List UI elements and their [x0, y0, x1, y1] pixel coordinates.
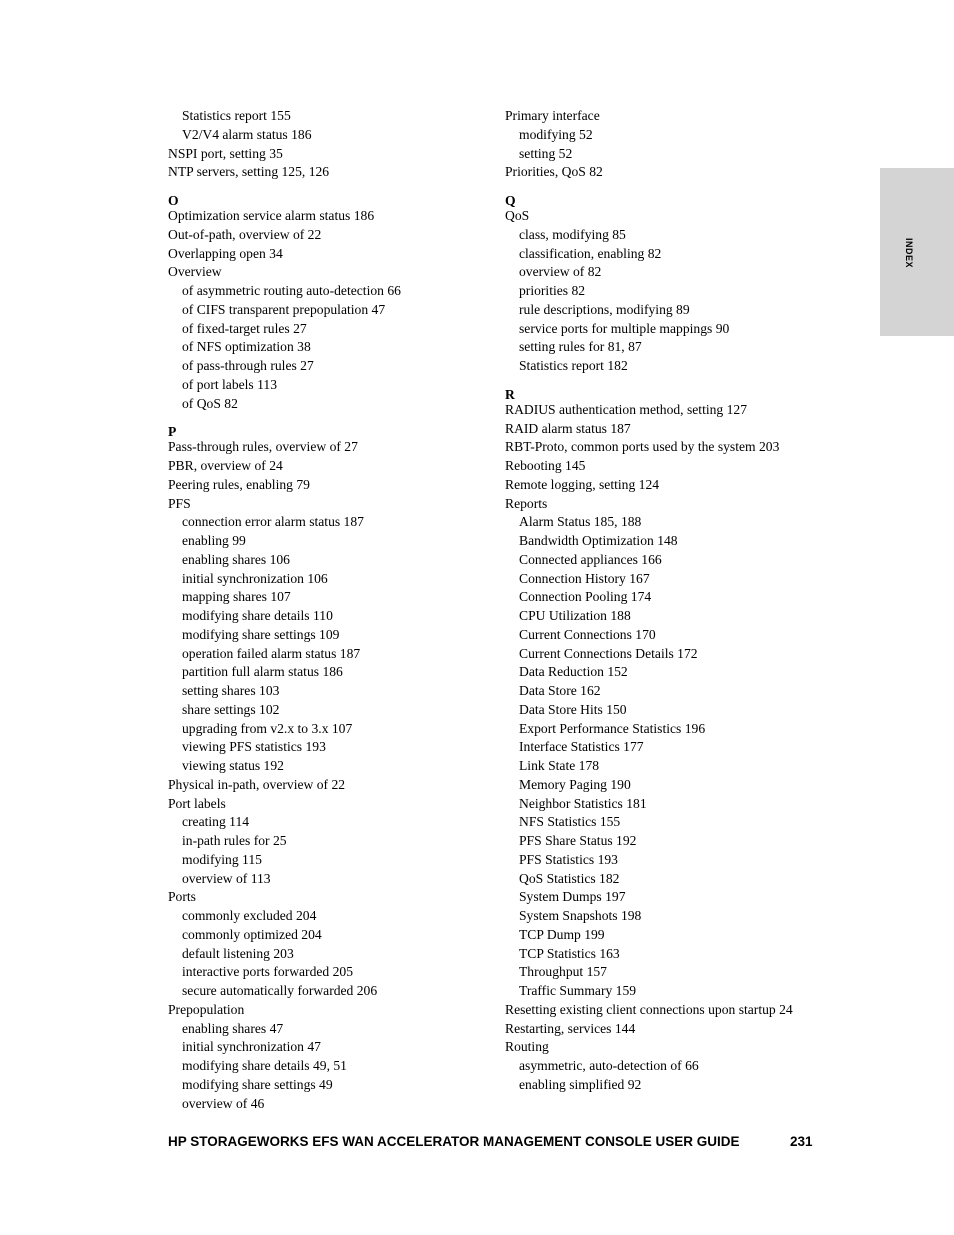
page-number: 231: [790, 1134, 813, 1149]
index-subentry: System Dumps 197: [519, 889, 626, 905]
index-subentry: asymmetric, auto-detection of 66: [519, 1058, 699, 1073]
index-subentry: System Snapshots 198: [519, 908, 642, 923]
index-subentry: Connection Pooling 174: [519, 589, 652, 605]
index-subentry: V2/V4 alarm status 186: [182, 126, 312, 142]
index-entry: QoS: [505, 208, 530, 223]
index-subentry: QoS Statistics 182: [519, 870, 620, 886]
index-subentry: partition full alarm status 186: [182, 664, 343, 680]
index-subentry: Current Connections Details 172: [519, 645, 698, 661]
index-subentry: mapping shares 107: [182, 589, 291, 605]
index-subentry: Throughput 157: [519, 964, 607, 980]
index-entry: Overlapping open 34: [168, 245, 283, 261]
index-subentry: Alarm Status 185, 188: [519, 514, 642, 530]
index-subentry: modifying share settings 109: [182, 626, 340, 642]
index-subentry: modifying share details 110: [182, 608, 333, 623]
index-subentry: of asymmetric routing auto-detection 66: [182, 283, 401, 298]
index-subentry: commonly optimized 204: [182, 926, 322, 942]
index-subentry: of port labels 113: [182, 376, 278, 392]
index-entry: Ports: [168, 889, 196, 905]
index-section-letter: P: [168, 424, 177, 440]
index-subentry: Connected appliances 166: [519, 551, 662, 567]
index-entry: RADIUS authentication method, setting 127: [505, 401, 748, 417]
index-entry: RAID alarm status 187: [505, 420, 631, 436]
index-subentry: Data Store 162: [519, 683, 601, 698]
index-entry: RBT-Proto, common ports used by the system 203: [505, 439, 780, 455]
index-subentry: viewing PFS statistics 193: [182, 739, 326, 755]
index-subentry: enabling simplified 92: [519, 1076, 642, 1092]
index-entry: Optimization service alarm status 186: [168, 208, 375, 223]
index-subentry: NFS Statistics 155: [519, 814, 621, 830]
index-side-tab-label: INDEX: [904, 238, 914, 269]
index-subentry: of pass-through rules 27: [182, 358, 314, 373]
index-column-left: [168, 107, 488, 1113]
index-subentry: Export Performance Statistics 196: [519, 720, 706, 736]
index-subentry: classification, enabling 82: [519, 245, 662, 261]
index-subentry: Bandwidth Optimization 148: [519, 533, 678, 548]
index-subentry: commonly excluded 204: [182, 908, 317, 923]
index-section-letter: O: [168, 193, 179, 208]
index-column-right: [505, 107, 825, 1095]
index-subentry: share settings 102: [182, 701, 280, 717]
index-entry: Port labels: [168, 795, 226, 811]
index-subentry: service ports for multiple mappings 90: [519, 320, 730, 336]
index-entry: Prepopulation: [168, 1001, 245, 1017]
index-subentry: TCP Dump 199: [519, 926, 605, 942]
index-subentry: secure automatically forwarded 206: [182, 983, 378, 998]
index-subentry: Connection History 167: [519, 570, 650, 586]
index-subentry: enabling shares 47: [182, 1020, 284, 1036]
index-entry: Peering rules, enabling 79: [168, 476, 310, 492]
index-side-tab: [880, 168, 954, 336]
index-subentry: initial synchronization 106: [182, 570, 328, 586]
index-subentry: modifying 115: [182, 851, 262, 867]
index-subentry: PFS Statistics 193: [519, 851, 618, 867]
index-subentry: creating 114: [182, 814, 250, 830]
index-subentry: enabling 99: [182, 533, 246, 548]
index-subentry: rule descriptions, modifying 89: [519, 301, 690, 317]
index-subentry: of QoS 82: [182, 395, 238, 411]
index-subentry: modifying 52: [519, 126, 593, 142]
index-subentry: CPU Utilization 188: [519, 608, 631, 623]
index-entry: Remote logging, setting 124: [505, 476, 660, 492]
index-entry: NTP servers, setting 125, 126: [168, 164, 330, 180]
index-subentry: overview of 113: [182, 870, 271, 886]
index-entry: Resetting existing client connections upon startup 24: [505, 1001, 793, 1017]
index-subentry: upgrading from v2.x to 3.x 107: [182, 720, 353, 736]
index-subentry: PFS Share Status 192: [519, 833, 637, 848]
index-subentry: of fixed-target rules 27: [182, 320, 307, 336]
index-subentry: Neighbor Statistics 181: [519, 795, 647, 811]
index-entry: PFS: [168, 495, 191, 511]
index-subentry: in-path rules for 25: [182, 833, 287, 848]
index-subentry: Statistics report 182: [519, 358, 628, 373]
index-entry: Restarting, services 144: [505, 1020, 636, 1036]
index-subentry: interactive ports forwarded 205: [182, 964, 353, 980]
index-subentry: modifying share details 49, 51: [182, 1058, 347, 1073]
index-subentry: setting shares 103: [182, 683, 280, 698]
index-section-letter: R: [505, 386, 515, 402]
index-entry: NSPI port, setting 35: [168, 145, 283, 161]
index-entry: Reports: [505, 495, 548, 511]
index-entry: Overview: [168, 264, 222, 280]
index-subentry: operation failed alarm status 187: [182, 645, 361, 661]
index-subentry: Interface Statistics 177: [519, 739, 644, 755]
index-entry: Primary interface: [505, 108, 600, 123]
index-entry: Pass-through rules, overview of 27: [168, 439, 358, 455]
index-subentry: Traffic Summary 159: [519, 983, 637, 998]
index-entry: Priorities, QoS 82: [505, 164, 603, 180]
index-subentry: setting 52: [519, 145, 573, 161]
index-subentry: priorities 82: [519, 283, 586, 298]
index-subentry: modifying share settings 49: [182, 1076, 333, 1092]
index-subentry: overview of 82: [519, 264, 602, 280]
index-entry: Out-of-path, overview of 22: [168, 226, 322, 242]
index-entry: PBR, overview of 24: [168, 458, 283, 473]
index-subentry: Statistics report 155: [182, 108, 291, 123]
index-subentry: class, modifying 85: [519, 226, 626, 242]
index-subentry: setting rules for 81, 87: [519, 339, 642, 355]
index-subentry: default listening 203: [182, 945, 294, 961]
index-subentry: Current Connections 170: [519, 626, 656, 642]
index-subentry: viewing status 192: [182, 758, 284, 773]
index-section-letter: Q: [505, 193, 516, 208]
index-subentry: of CIFS transparent prepopulation 47: [182, 301, 386, 317]
index-subentry: Data Store Hits 150: [519, 701, 627, 717]
index-subentry: TCP Statistics 163: [519, 945, 620, 961]
index-entry: Physical in-path, overview of 22: [168, 776, 346, 792]
index-subentry: overview of 46: [182, 1095, 265, 1111]
index-entry: Routing: [505, 1039, 549, 1055]
index-subentry: Memory Paging 190: [519, 776, 631, 792]
index-subentry: of NFS optimization 38: [182, 339, 311, 355]
index-subentry: enabling shares 106: [182, 551, 290, 567]
index-subentry: initial synchronization 47: [182, 1039, 321, 1055]
index-subentry: connection error alarm status 187: [182, 514, 364, 530]
index-entry: Rebooting 145: [505, 458, 586, 473]
index-subentry: Link State 178: [519, 758, 600, 773]
index-subentry: Data Reduction 152: [519, 664, 628, 680]
footer-title: HP STORAGEWORKS EFS WAN ACCELERATOR MANAGEMENT CONSOLE USER GUIDE: [168, 1134, 740, 1149]
